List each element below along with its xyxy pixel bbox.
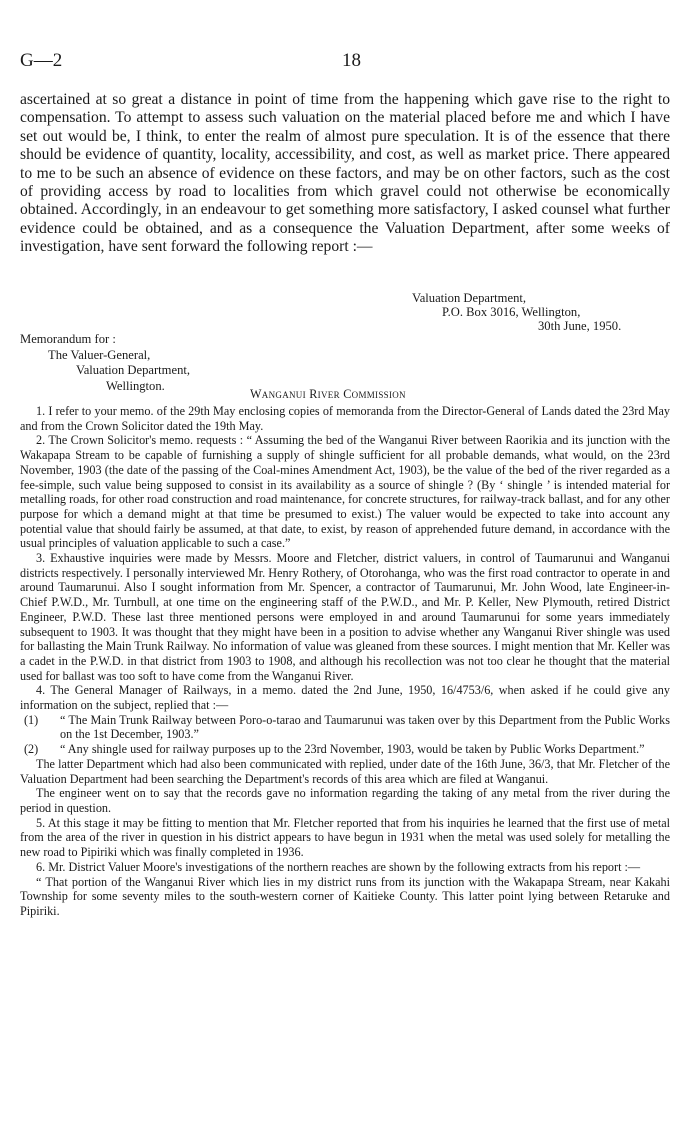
paragraph-2: 2. The Crown Solicitor's memo. requests : “ Assuming the bed of the Wanganui River between Raorikia and its junction with the Wakapapa Stream to be capable of furnishing a supply of shingle sufficient for all probable demands, what would, on the 23rd November, 1903 (the date of the passing of the Coal-mines Amendment Act, 1903), be the value of the bed of the river regarded as a fee-simple, such value being supposed to consist in its availability as a source of shingle ? (By ‘ shingle ’ is intended material for metalling roads, for other road construction and road maintenance, for concrete structures, for railway-track ballast, and for any other purpose for which a demand might at that time be presumed to exist.) The valuer would be expected to take into account any potential value that should fairly be assumed, at that date, to exist, by reason of apprehended future demand, in accordance with the usual principles of valuation applicable to such a case.” <box>20 433 670 551</box>
memo-line-4: Wellington. <box>106 378 165 393</box>
memorandum-recipient <box>20 332 190 394</box>
document-page <box>20 0 670 918</box>
document-code: G—2 <box>20 50 63 71</box>
paragraph-4b: The latter Department which had also been communicated with replied, under date of the 16th June, 36/3, that Mr. Fletcher of the Valuation Department had been searching the Department's records of this area which are filed at Wanganui. <box>20 756 670 786</box>
section-heading: Wanganui River Commission <box>250 387 406 401</box>
address-date: 30th June, 1950. <box>538 319 622 333</box>
intro-paragraph: ascertained at so great a distance in point of time from the happening which gave rise to the right to compensation. To attempt to assess such valuation on the material placed before me and which I have set out would be, I think, to enter the realm of almost pure speculation. It is of the essence that there should be evidence of quantity, locality, accessibility, and cost, as well as market price. There appeared to me to be such an absence of evidence on these factors, and may be on other factors, such as the cost of providing access by road to localities from which gravel could not otherwise be economically obtained. Accordingly, in an endeavour to get something more satisfactory, I asked counsel what further evidence could be obtained, and as a consequence the Valuation Department, after some weeks of investigation, have sent forward the following report :— <box>20 91 670 256</box>
paragraph-4: 4. The General Manager of Railways, in a memo. dated the 2nd June, 1950, 16/4753/6, when asked if he could give any information on the subject, replied that :— <box>20 683 670 713</box>
memo-line-1: Memorandum for : <box>20 332 116 346</box>
paragraph-1: 1. I refer to your memo. of the 29th May enclosing copies of memoranda from the Director-General of Lands dated the 23rd May and from the Crown Solicitor dated the 19th May. <box>20 404 670 433</box>
address-line-2: P.O. Box 3016, Wellington, <box>442 305 581 319</box>
memo-line-2: The Valuer-General, <box>48 347 151 362</box>
page-number: 18 <box>342 50 361 71</box>
paragraph-3: 3. Exhaustive inquiries were made by Messrs. Moore and Fletcher, district valuers, in control of Taumarunui and Wanganui districts respectively. I personally interviewed Mr. Henry Rothery, of Otorohanga, who was the first road contractor to operate in and around Taumarunui. Also I sought information from Mr. Spencer, a contractor of Taumarunui, Mr. John Wood, late Engineer-in-Chief P.W.D., Mr. Turnbull, at one time on the engineering staff of the P.W.D., and Mr. P. Keller, New Plymouth, retired District Engineer, P.W.D. These last three mentioned persons were employed in and around Taumarunui for some years immediately subsequent to 1903. It was thought that they might have been in a position to advise whether any Wanganui River shingle was used for ballasting the Main Trunk Railway. No information of value was gleaned from these sources. I might mention that Mr. Keller was a cadet in the P.W.D. in that district from 1903 to 1908, and although his recollection was not too clear he thought that the material used for ballast was too soft to have come from the Wanganui River. <box>20 551 670 683</box>
quote-1-text: “ The Main Trunk Railway between Poro-o-tarao and Taumarunui was taken over by this Department from the Public Works on the 1st December, 1903.” <box>60 712 670 742</box>
quote-2-text: “ Any shingle used for railway purposes up to the 23rd November, 1903, would be taken by Public Works Department.” <box>60 742 645 757</box>
paragraph-5: 5. At this stage it may be fitting to mention that Mr. Fletcher reported that from his inquiries he learned that the first use of metal from the area of the river in question in his district appears to have begun in 1931 when the metal was used solely for metalling the new road to Pipiriki which was finally completed in 1936. <box>20 815 670 860</box>
quote-1-number: (1) <box>24 712 39 727</box>
memo-body <box>20 404 670 919</box>
paragraph-6: 6. Mr. District Valuer Moore's investigations of the northern reaches are shown by the following extracts from his report :— <box>36 859 641 874</box>
intro-paragraph-block <box>20 91 670 257</box>
paragraph-4c: The engineer went on to say that the records gave no information regarding the taking of any metal from the river during the period in question. <box>20 786 670 815</box>
quote-2-number: (2) <box>24 742 39 757</box>
page-header <box>20 0 670 71</box>
memo-line-3: Valuation Department, <box>76 363 191 377</box>
quote-1 <box>20 713 670 742</box>
address-line-1: Valuation Department, <box>412 291 527 305</box>
quote-2 <box>20 742 670 757</box>
paragraph-7: “ That portion of the Wanganui River which lies in my district runs from its junction with the Wakapapa Stream, near Kakahi Township for some seventy miles to the south-western corner of Kaitieke County. This latter point lying between Retaruke and Pipiriki. <box>20 874 670 918</box>
